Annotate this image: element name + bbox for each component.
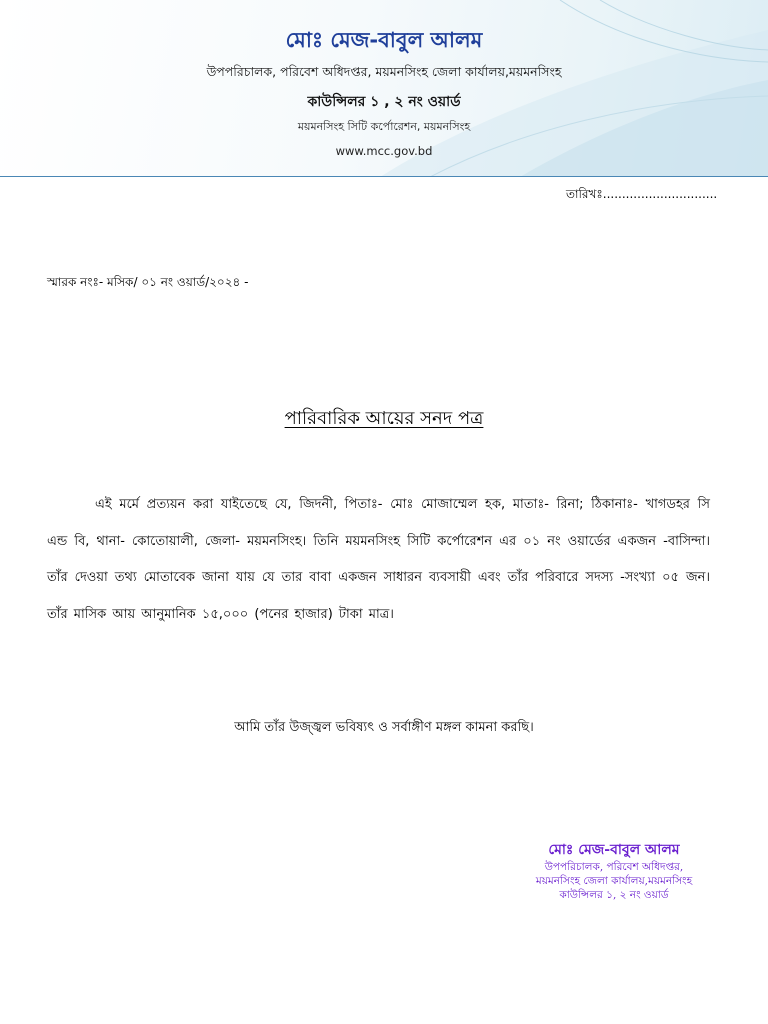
certificate-body: এই মর্মে প্রত্যয়ন করা যাইতেছে যে, জিদনী, পিতাঃ- মোঃ মোজাম্মেল হক, মাতাঃ- রিনা; ঠিকানাঃ- খাগডহর সি এন্ড বি, থানা- কোতোয়ালী, জেলা- ময়মনসিংহ। তিনি ময়মনসিংহ সিটি কর্পোরেশন এর ০১ নং ওয়ার্ডের একজন -বাসিন্দা। তাঁর দেওয়া তথ্য মোতাবেক জানা যায় যে তার বাবা একজন সাধারন ব্যবসায়ী এবং তাঁর পরিবারে সদস্য -সংখ্যা ০৫ জন। তাঁর মাসিক আয় আনুমানিক ১৫,০০০ (পনের হাজার) টাকা মাত্র। bbox=[47, 497, 710, 622]
signature-name: মোঃ মেজ-বাবুল আলম bbox=[548, 842, 680, 858]
document-title: পারিবারিক আয়ের সনদ পত্র bbox=[284, 408, 484, 429]
memo-number: স্মারক নংঃ- মসিক/ ০১ নং ওয়ার্ড/২০২৪ - bbox=[47, 275, 249, 289]
signature-line-3: কাউন্সিলর ১, ২ নং ওয়ার্ড bbox=[559, 889, 669, 901]
letterhead-website: www.mcc.gov.bd bbox=[335, 144, 433, 158]
date-line: তারিখঃ.............................. bbox=[566, 187, 718, 201]
wish-line: আমি তাঁর উজ্জ্বল ভবিষ্যৎ ও সর্বাঙ্গীণ মঙ্গল কামনা করছি। bbox=[234, 720, 534, 735]
letterhead-corporation: ময়মনসিংহ সিটি কর্পোরেশন, ময়মনসিংহ bbox=[297, 120, 471, 133]
letterhead bbox=[0, 0, 768, 177]
signature-line-2: ময়মনসিংহ জেলা কার্যালয়,ময়মনসিংহ bbox=[535, 875, 693, 887]
signature-line-1: উপপরিচালক, পরিবেশ অধিদপ্তর, bbox=[544, 861, 684, 873]
letterhead-name: মোঃ মেজ-বাবুল আলম bbox=[285, 28, 483, 52]
letterhead-council: কাউন্সিলর ১ , ২ নং ওয়ার্ড bbox=[307, 94, 461, 110]
header-rule bbox=[0, 176, 768, 177]
letterhead-office: উপপরিচালক, পরিবেশ অধিদপ্তর, ময়মনসিংহ জেলা কার্যালয়,ময়মনসিংহ bbox=[206, 64, 562, 79]
signature-block bbox=[506, 840, 722, 902]
